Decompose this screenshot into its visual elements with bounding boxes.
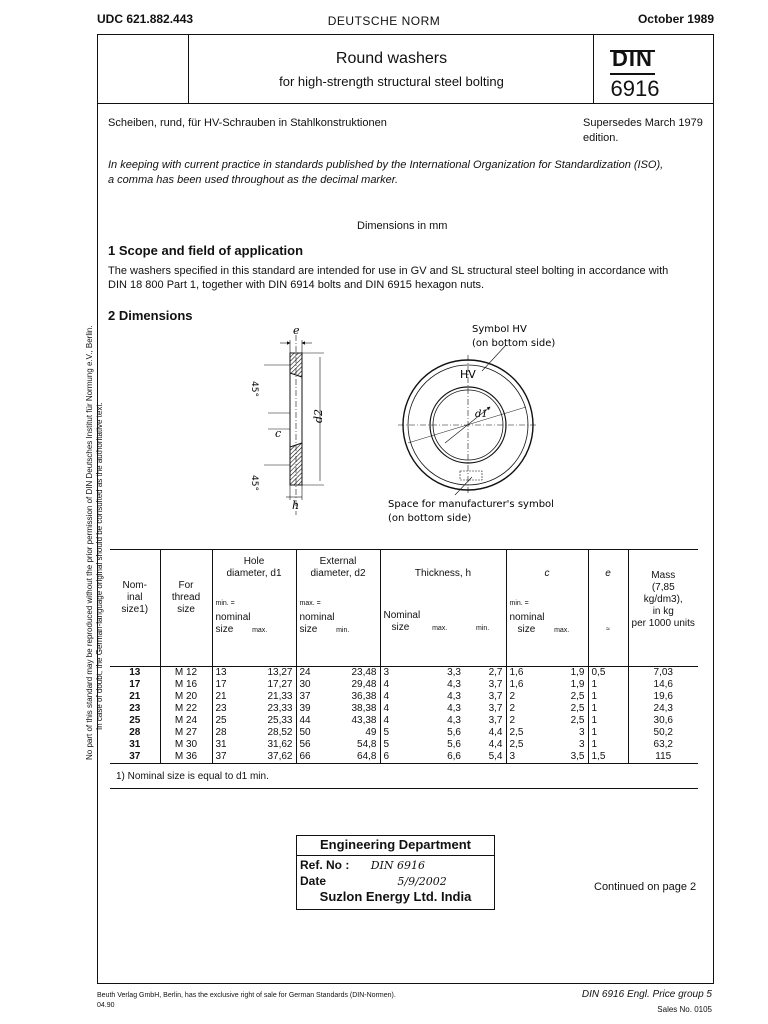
din-logo: DIN — [612, 46, 653, 71]
table-cell: 17 — [129, 679, 141, 690]
stamp-date-row — [300, 874, 447, 888]
title-divider-right — [593, 34, 594, 104]
table-cell: 0,5 — [588, 667, 628, 680]
table-cell: 2 — [506, 715, 548, 727]
table-cell: 21,33 — [267, 691, 293, 702]
table-cell: 2,7 — [464, 667, 506, 680]
symbol-hv-line-1: Symbol HV — [472, 325, 527, 335]
table-cell: 4,4 — [488, 739, 503, 750]
table-cell: 1 — [588, 703, 628, 715]
table-cell: 2,5 — [506, 739, 548, 751]
table-row — [110, 691, 698, 703]
space-note-line-2: (on bottom side) — [388, 513, 472, 524]
header-e: e ≈ — [588, 550, 628, 667]
table-row — [110, 679, 698, 691]
table-cell: 115 — [628, 751, 698, 764]
table-row — [110, 751, 698, 764]
footer-din-price: DIN 6916 Engl. Price group 5 — [581, 989, 712, 1000]
issue-date: October 1989 — [637, 12, 714, 26]
table-cell: 54,8 — [357, 739, 377, 750]
table-cell: 1 — [588, 691, 628, 703]
table-cell: 5 — [380, 739, 422, 751]
table-cell: 2,5 — [570, 715, 585, 726]
table-cell: 30,6 — [628, 715, 698, 727]
copyright-line-2: In case of doubt, the German-language original should be consulted as the authoritative text. — [95, 402, 104, 730]
table-row — [110, 727, 698, 739]
washer-drawing — [220, 325, 600, 525]
table-cell: 7,03 — [628, 667, 698, 680]
table-footnote: 1) Nominal size is equal to d1 min. — [110, 764, 698, 789]
table-cell: 28,52 — [267, 727, 293, 738]
table-cell: 24,3 — [628, 703, 698, 715]
label-d1: d1 — [475, 409, 488, 420]
table-cell: 49 — [365, 727, 377, 738]
document-subtitle: for high-strength structural steel bolting — [279, 74, 504, 89]
table-body — [110, 667, 698, 764]
table-cell: 1,6 — [506, 667, 548, 680]
table-cell: 3 — [578, 727, 585, 738]
table-cell: 4 — [380, 703, 422, 715]
table-cell: 4,3 — [447, 703, 461, 714]
table-cell: 3,7 — [488, 715, 503, 726]
table-cell: 1 — [588, 679, 628, 691]
table-cell: 4,3 — [447, 715, 461, 726]
table-cell: 1,9 — [548, 667, 588, 680]
table-cell: 37,62 — [267, 751, 293, 762]
footer-sales-no: Sales No. 0105 — [657, 1005, 712, 1014]
symbol-hv-line-2: (on bottom side) — [472, 338, 556, 349]
table-cell: 1,5 — [588, 751, 628, 764]
table-cell: 56 — [296, 739, 336, 751]
table-cell: 3,3 — [422, 667, 464, 680]
table-cell: 4,3 — [447, 679, 461, 690]
stamp-ref-row — [300, 858, 425, 872]
table-cell: 2 — [506, 703, 548, 715]
table-cell: 5,6 — [447, 727, 461, 738]
supersedes-line-1: Supersedes March 1979 — [583, 117, 703, 129]
table-cell: 5,6 — [447, 739, 461, 750]
table-cell: 3,7 — [488, 703, 503, 714]
table-cell: 1 — [588, 715, 628, 727]
section-2-heading: 2 Dimensions — [108, 308, 193, 323]
table-cell: 38,38 — [351, 703, 377, 714]
table-row — [110, 703, 698, 715]
german-title: Scheiben, rund, für HV-Schrauben in Stahlkonstruktionen — [108, 117, 387, 129]
stamp-date-value: 5/9/2002 — [397, 875, 447, 888]
table-cell: 50 — [296, 727, 336, 739]
table-cell: 23 — [212, 703, 254, 715]
label-c: c — [275, 427, 282, 440]
label-h: h — [292, 499, 300, 512]
table-cell: 31 — [129, 739, 141, 750]
din-number: 6916 — [610, 76, 660, 101]
table-cell: 2,5 — [506, 727, 548, 739]
table-cell: 64,8 — [357, 751, 377, 762]
table-cell: 14,6 — [628, 679, 698, 691]
table-cell: 25 — [129, 715, 141, 726]
supersedes-line-2: edition. — [583, 132, 619, 144]
table-cell: 6,6 — [447, 751, 461, 762]
label-d2: d2 — [312, 408, 325, 423]
table-header-row — [110, 550, 698, 667]
section-1-body-2: DIN 18 800 Part 1, together with DIN 6914 bolts and DIN 6915 hexagon nuts. — [108, 279, 485, 291]
table-cell: 31 — [212, 739, 254, 751]
section-1-heading: 1 Scope and field of application — [108, 243, 304, 258]
table-cell: 4,3 — [447, 691, 461, 702]
table-cell: 28 — [129, 727, 141, 738]
table-cell: 36,38 — [351, 691, 377, 702]
table-cell: 3,5 — [570, 751, 585, 762]
stamp-company: Suzlon Energy Ltd. India — [319, 889, 472, 904]
footer-publisher: Beuth Verlag GmbH, Berlin, has the exclusive right of sale for German Standards (DIN-Normen). 04.90 — [97, 992, 396, 1009]
iso-note-line-1: In keeping with current practice in standards published by the International Organization for Standardization (ISO), — [108, 159, 664, 171]
label-e: e — [293, 325, 300, 337]
chamfer-top: 45° — [249, 381, 259, 397]
header-nominal: Nom- inal size1) — [110, 550, 160, 667]
chamfer-bottom: 45° — [249, 475, 259, 491]
table-cell: 2 — [506, 691, 548, 703]
table-cell: 3 — [380, 667, 422, 680]
washer-section-view — [264, 335, 324, 515]
hv-mark: HV — [460, 368, 476, 381]
table-cell: 1,9 — [570, 679, 585, 690]
header-c: c min. = nominal size max. — [506, 550, 588, 667]
table-cell: 3,7 — [488, 679, 503, 690]
table-cell: 13 — [212, 667, 254, 680]
table-cell: 63,2 — [628, 739, 698, 751]
table-cell: 21 — [129, 691, 141, 702]
stamp-ref-value: DIN 6916 — [370, 859, 425, 872]
table-cell: 4 — [380, 691, 422, 703]
table-cell: 25,33 — [267, 715, 293, 726]
table-cell: 44 — [296, 715, 336, 727]
table-cell: 5 — [380, 727, 422, 739]
table-cell: 30 — [296, 679, 336, 691]
header-thread: For thread size — [160, 550, 212, 667]
table-cell: M 24 — [160, 715, 212, 727]
header-mass: Mass (7,85 kg/dm3), in kg per 1000 units — [628, 550, 698, 667]
table-cell: 3 — [506, 751, 548, 764]
table-cell: 31,62 — [267, 739, 293, 750]
table-cell: 2,5 — [570, 703, 585, 714]
table-cell: 4 — [380, 679, 422, 691]
table-cell: 50,2 — [628, 727, 698, 739]
dimensions-unit: Dimensions in mm — [357, 220, 448, 232]
table-cell: 23 — [129, 703, 141, 714]
header-external: External diameter, d2 max. = nominal size min. — [296, 550, 380, 667]
table-row — [110, 667, 698, 680]
iso-note-line-2: a comma has been used throughout as the decimal marker. — [108, 174, 399, 186]
norm-label: DEUTSCHE NORM — [327, 14, 441, 28]
udc-code: UDC 621.882.443 — [97, 12, 194, 26]
table-cell: 17,27 — [267, 679, 293, 690]
table-cell: 6 — [380, 751, 422, 764]
table-row — [110, 739, 698, 751]
table-cell: 23,48 — [336, 667, 380, 680]
continued-note: Continued on page 2 — [594, 881, 697, 893]
stamp-divider — [296, 855, 495, 856]
table-cell: 3,7 — [488, 691, 503, 702]
din-logo-bar-bottom — [610, 73, 655, 75]
table-cell: 4 — [380, 715, 422, 727]
stamp-title: Engineering Department — [320, 837, 471, 852]
stamp-ref-label: Ref. No : — [300, 858, 350, 872]
stamp-date-label: Date — [300, 874, 327, 888]
copyright-side-note — [85, 280, 105, 760]
table-cell: 37 — [129, 751, 141, 762]
space-note-line-1: Space for manufacturer's symbol — [388, 499, 554, 510]
section-1-body-1: The washers specified in this standard are intended for use in GV and SL structural steel bolting in accordance with — [108, 265, 669, 277]
table-cell: 2,5 — [570, 691, 585, 702]
table-cell: 13,27 — [254, 667, 296, 680]
table-cell: M 20 — [160, 691, 212, 703]
header-hole: Hole diameter, d1 min. = nominal size max. — [212, 550, 296, 667]
table-cell: 1 — [588, 727, 628, 739]
table-cell: 37 — [296, 691, 336, 703]
table-cell: 4,4 — [488, 727, 503, 738]
table-cell: M 36 — [160, 751, 212, 764]
table-footnote-row — [110, 764, 698, 789]
hole-nominal-label: nominal size max. — [215, 612, 268, 635]
table-cell: 28 — [212, 727, 254, 739]
table-cell: 66 — [296, 751, 336, 764]
table-cell: M 22 — [160, 703, 212, 715]
table-cell: 25 — [212, 715, 254, 727]
table-cell: M 30 — [160, 739, 212, 751]
table-cell: M 27 — [160, 727, 212, 739]
table-cell: 24 — [296, 667, 336, 680]
table-cell: 5,4 — [488, 751, 503, 762]
dimensions-table — [110, 549, 698, 789]
table-cell: 21 — [212, 691, 254, 703]
table-row — [110, 715, 698, 727]
table-cell: 17 — [212, 679, 254, 691]
title-divider-left — [188, 34, 189, 104]
copyright-line-1: No part of this standard may be reproduced without the prior permission of DIN Deutsches Institut für Normung e.V., Berlin. — [85, 325, 94, 760]
table-cell: 29,48 — [351, 679, 377, 690]
table-cell: 43,38 — [351, 715, 377, 726]
table-cell: 13 — [110, 667, 160, 680]
table-cell: 39 — [296, 703, 336, 715]
header-thickness: Thickness, h Nominal size max. min. — [380, 550, 506, 667]
table-cell: 23,33 — [267, 703, 293, 714]
table-cell: 1 — [588, 739, 628, 751]
document-title: Round washers — [335, 50, 448, 67]
table-cell: 1,6 — [506, 679, 548, 691]
table-cell: 3 — [578, 739, 585, 750]
table-cell: 19,6 — [628, 691, 698, 703]
table-cell: M 16 — [160, 679, 212, 691]
table-cell: M 12 — [160, 667, 212, 680]
table-cell: 37 — [212, 751, 254, 764]
